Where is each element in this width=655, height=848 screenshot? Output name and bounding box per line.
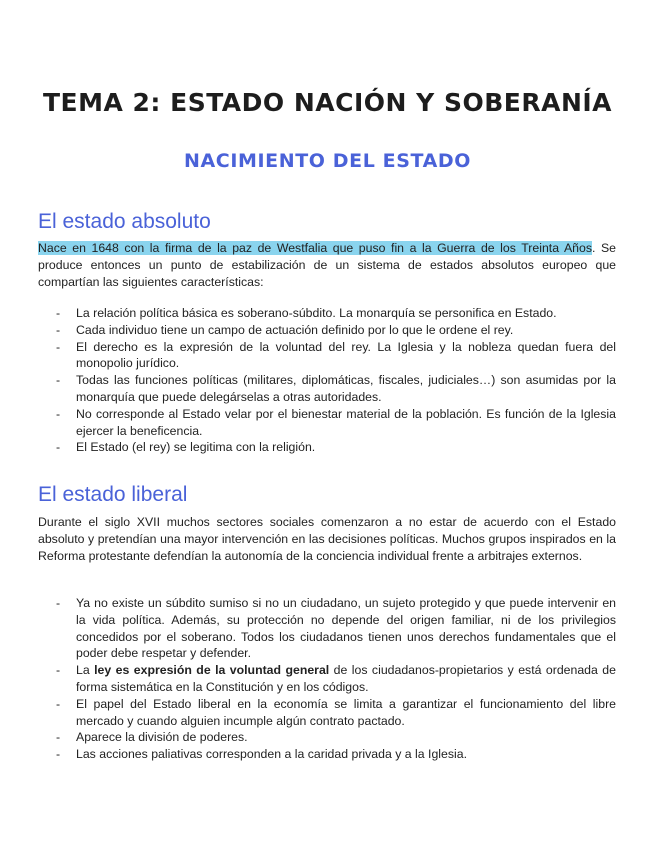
list-item: - La relación política básica es soberano-súbdito. La monarquía se personifica en Estado. (56, 306, 557, 320)
list-item: - No corresponde al Estado velar por el bienestar material de la población. Es función de la Iglesia ejercer la beneficencia. (56, 406, 616, 438)
list-item: - El derecho es la expresión de la voluntad del rey. La Iglesia y la nobleza quedan fuera del monopolio jurídico. (56, 339, 616, 371)
bullet-list-absoluto (38, 305, 616, 456)
intro-rest-text: . Se produce entonces un punto de estabilización de un sistema de estados absolutos europeo que compartían las siguientes características: (38, 241, 617, 289)
section-intro-liberal: Durante el siglo XVII muchos sectores sociales comenzaron a no estar de acuerdo con el Estado absoluto y pretendían una mayor intervención en las decisiones políticas. Muchos grupos inspirados en la Reforma protestante defendían la autonomía de la conciencia individual frente a arbitrajes externos. (38, 515, 616, 563)
list-item: - Todas las funciones políticas (militares, diplomáticas, fiscales, judiciales…) son asumidas por la monarquía que puede delegárselas a otras autoridades. (56, 373, 616, 404)
page-title: TEMA 2: ESTADO NACIÓN Y SOBERANÍA (42, 88, 613, 117)
highlighted-text: Nace en 1648 con la firma de la paz de Westfalia que puso fin a la Guerra de los Treinta Años (38, 241, 592, 255)
list-item: - Ya no existe un súbdito sumiso si no un ciudadano, un sujeto protegido y que puede intervenir en la vida política. Además, su protección no depende del origen familiar, ni de los privilegios concedidos por el soberano. Todos los ciudadanos tienen unos derechos fundamentales que el poder debe respetar y defender. (56, 596, 616, 661)
bullet-list-liberal (38, 595, 616, 763)
list-item: - Las acciones paliativas corresponden a la caridad privada y a la Iglesia. (56, 747, 467, 762)
list-item: - El papel del Estado liberal en la economía se limita a garantizar el funcionamiento del libre mercado y cuando alguien incumple algún contrato pactado. (56, 696, 616, 728)
list-item: - El Estado (el rey) se legitima con la religión. (56, 440, 316, 455)
page-subtitle: NACIMIENTO DEL ESTADO (183, 150, 472, 172)
list-item: - La ley es expresión de la voluntad general de los ciudadanos-propietarios y está ordenada de forma sistemática en la Constitución y en los códigos. (56, 663, 616, 694)
list-item: - Cada individuo tiene un campo de actuación definido por lo que le ordene el rey. (56, 322, 514, 337)
section-heading-liberal: El estado liberal (38, 483, 188, 506)
section-intro-absoluto (38, 240, 616, 290)
list-item: - Aparece la división de poderes. (56, 730, 248, 745)
section-heading-absoluto: El estado absoluto (38, 210, 211, 233)
bold-phrase: ley es expresión de la voluntad general (94, 663, 330, 678)
